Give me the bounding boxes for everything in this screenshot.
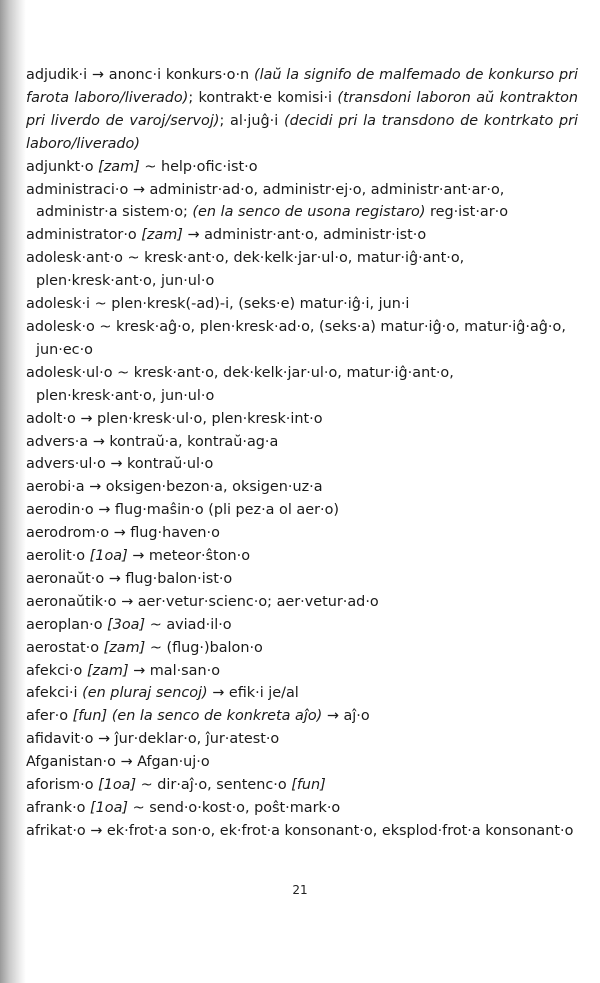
entry-note: [1oa]	[98, 777, 137, 794]
entry-text: afidavit·o → ĵur·deklar·o, ĵur·atest·o	[26, 731, 280, 748]
entry-note: [1oa]	[89, 548, 128, 565]
entry-note: (en pluraj sencoj)	[82, 685, 208, 702]
entry-text: administraci·o → administr·ad·o, administr·ej·o, administr·ant·ar·o, administr·a sistem·o;	[26, 181, 505, 221]
entry-text: advers·a → kontraŭ·a, kontraŭ·ag·a	[26, 433, 279, 450]
entry-note: (transdoni laboron aŭ kontrakton pri liverdo de varoj/servoj)	[26, 89, 579, 129]
dictionary-page	[26, 64, 578, 843]
dictionary-entry-administracio	[26, 179, 578, 225]
dictionary-entry-afidavito	[26, 728, 578, 751]
dictionary-entry-adolesk-ant-o	[26, 247, 578, 293]
entry-text: afrank·o	[26, 800, 91, 816]
entry-text: aerobi·a → oksigen·bezon·a, oksigen·uz·a	[26, 479, 323, 496]
dictionary-entry-afekcio	[26, 660, 578, 683]
entry-text: adolesk·ant·o ~ kresk·ant·o, dek·kelk·jar·ul·o, matur·iĝ·ant·o, plen·kresk·ant·o, jun·ul·o	[26, 250, 465, 290]
entry-text: adolesk·ul·o ~ kresk·ant·o, dek·kelk·jar·ul·o, matur·iĝ·ant·o, plen·kresk·ant·o, jun·ul·o	[26, 364, 454, 404]
entry-text: advers·ul·o → kontraŭ·ul·o	[26, 456, 214, 473]
entry-text: Afganistan·o → Afgan·uj·o	[26, 754, 210, 771]
entry-text: adjunkt·o	[26, 158, 99, 175]
dictionary-entry-administratoro	[26, 224, 578, 247]
entry-text: aeronaŭt·o → flug·balon·ist·o	[26, 570, 233, 587]
dictionary-entry-aforismo	[26, 774, 578, 797]
dictionary-entry-adolto	[26, 408, 578, 431]
entry-note: [fun]	[291, 777, 326, 794]
entry-text: → efik·i je/al	[207, 685, 299, 702]
entry-note: [zam]	[103, 639, 146, 656]
book-gutter-shadow	[0, 0, 26, 983]
dictionary-entry-adversa	[26, 431, 578, 454]
entry-text: afekci·o	[26, 662, 87, 679]
entry-text: reg·ist·ar·o	[425, 204, 509, 221]
entry-note: (en la senco de usona registaro)	[192, 204, 426, 221]
entry-text: → mal·san·o	[128, 662, 220, 679]
dictionary-entry-aerolito	[26, 545, 578, 568]
entry-text: ~ aviad·il·o	[145, 616, 232, 633]
dictionary-entry-afrikato	[26, 820, 578, 843]
dictionary-entry-aerodino	[26, 499, 578, 522]
entry-text: aerodrom·o → flug·haven·o	[26, 525, 220, 542]
entry-text: afer·o	[26, 708, 73, 725]
dictionary-entry-afekcii	[26, 682, 578, 705]
entry-text: aeronaŭtik·o → aer·vetur·scienc·o; aer·vetur·ad·o	[26, 593, 379, 610]
dictionary-entry-afero	[26, 705, 578, 728]
entry-note: [fun]	[72, 708, 108, 725]
entry-text: ; al·juĝ·i	[219, 112, 284, 129]
entry-note: (decidi pri la transdono de kontrkato pri laboro/liverado)	[26, 112, 579, 152]
entry-text: adolt·o → plen·kresk·ul·o, plen·kresk·int·o	[26, 410, 323, 427]
dictionary-entry-adoleski	[26, 293, 578, 316]
entry-note: (en la senco de konkreta aĵo)	[111, 708, 323, 725]
entry-text: administrator·o	[26, 227, 142, 244]
entry-note: [3oa]	[107, 616, 146, 633]
page-number: 21	[292, 883, 308, 897]
dictionary-entry-adjunkto	[26, 156, 578, 179]
entry-text: adolesk·i ~ plen·kresk(-ad)-i, (seks·e) matur·iĝ·i, jun·i	[26, 296, 410, 313]
entry-note: [zam]	[98, 158, 140, 175]
entry-text: afekci·i	[26, 685, 83, 702]
entry-text: → meteor·ŝton·o	[127, 548, 251, 565]
dictionary-entry-aeronauxto	[26, 568, 578, 591]
entry-text: aforism·o	[26, 777, 99, 794]
dictionary-entry-adversulo	[26, 453, 578, 476]
dictionary-entry-adjudiki	[26, 64, 578, 156]
entry-text: → administr·ant·o, administr·ist·o	[182, 227, 427, 244]
entry-text: aerolit·o	[26, 548, 90, 565]
dictionary-entry-adolesko	[26, 316, 578, 362]
entry-text: ~ dir·aĵ·o, sentenc·o	[136, 777, 292, 794]
entry-note: [1oa]	[90, 800, 129, 816]
entry-note: [zam]	[141, 227, 183, 244]
dictionary-entry-afganistano	[26, 751, 578, 774]
entry-text: afrikat·o → ek·frot·a son·o, ek·frot·a konsonant·o, eksplod·frot·a konsonant·o	[26, 822, 574, 839]
entry-text: ~ help·ofic·ist·o	[139, 158, 258, 175]
entry-text: ; kontrakt·e komisi·i	[188, 89, 338, 106]
dictionary-entry-adolesk-ul-o	[26, 362, 578, 408]
entry-text: ~ send·o·kost·o, poŝt·mark·o	[128, 800, 341, 816]
entry-text: adolesk·o ~ kresk·aĝ·o, plen·kresk·ad·o, (seks·a) matur·iĝ·o, matur·iĝ·aĝ·o, jun·ec·o	[26, 318, 566, 358]
entry-text: aeroplan·o	[26, 616, 108, 633]
dictionary-entry-aerobia	[26, 476, 578, 499]
dictionary-entry-aerodromo	[26, 522, 578, 545]
entry-text: aerodin·o → flug·maŝin·o (pli pez·a ol aer·o)	[26, 502, 340, 519]
entry-text: aerostat·o	[26, 639, 104, 656]
dictionary-entry-aerostato	[26, 637, 578, 660]
entry-note: [zam]	[86, 662, 129, 679]
dictionary-entry-aeroplano	[26, 614, 578, 637]
entry-note: (laŭ la signifo de malfemado de konkurso pri farota laboro/liverado)	[26, 67, 579, 106]
entry-text: adjudik·i → anonc·i konkurs·o·n	[26, 67, 254, 83]
entry-text: ~ (flug·)balon·o	[145, 639, 263, 656]
dictionary-entry-aeronauxtiko	[26, 591, 578, 614]
entry-text: → aĵ·o	[322, 708, 370, 725]
dictionary-entry-afranko	[26, 797, 578, 820]
